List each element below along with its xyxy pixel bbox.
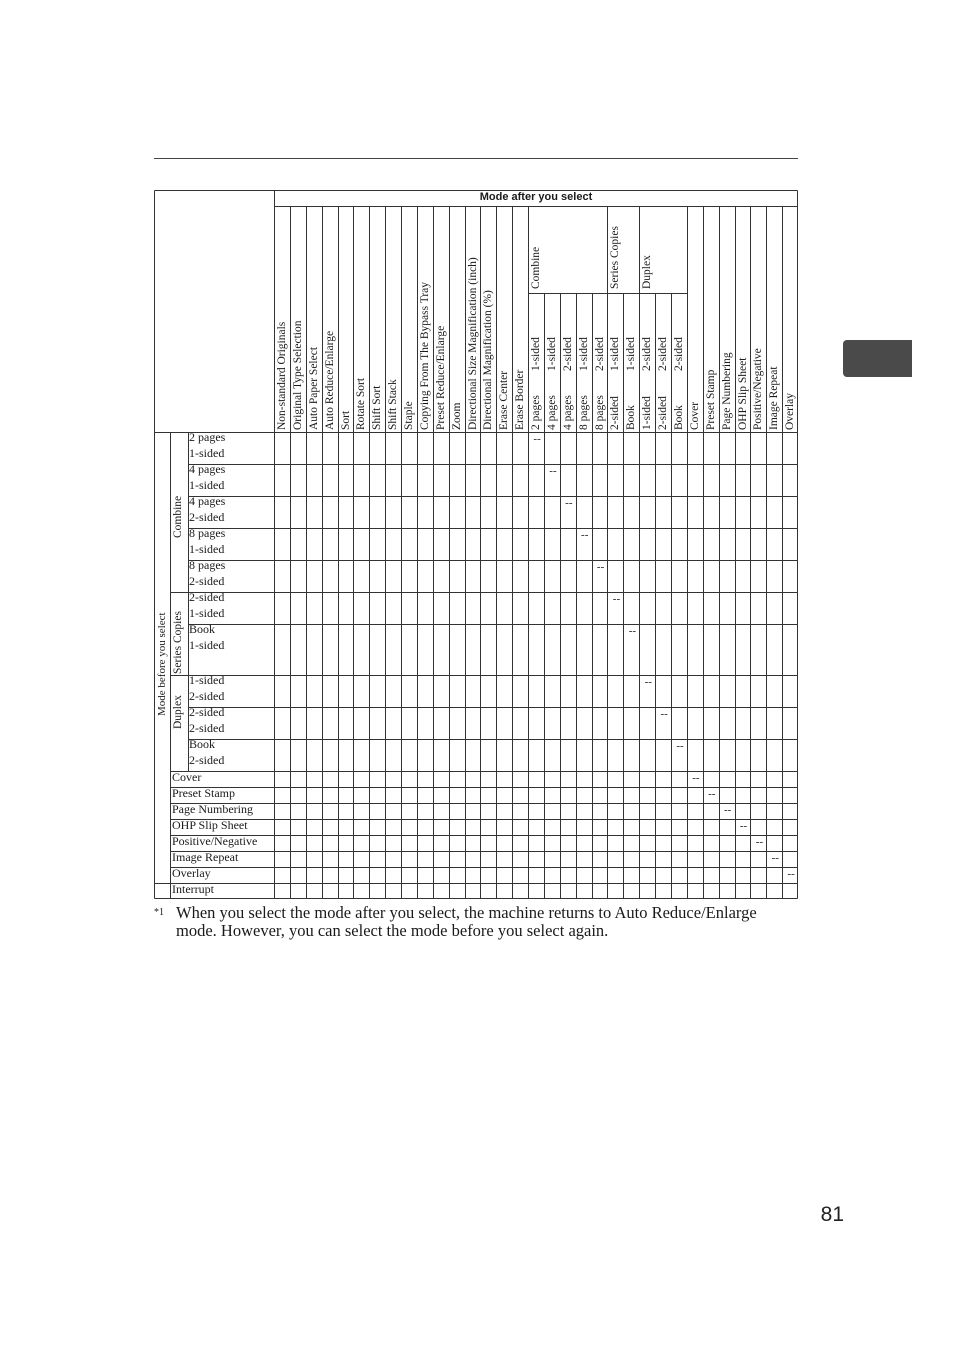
row-group-duplex: Duplex (172, 695, 184, 729)
column-header: Non-standard Originals (276, 321, 288, 430)
column-subheader-line1: 2-sided (657, 396, 670, 430)
row-group-series: Series Copies (172, 611, 184, 674)
page-number: 81 (820, 1203, 844, 1226)
column-subheader-line1: 4 pages (545, 395, 558, 430)
row-label: Cover (172, 770, 202, 784)
column-header: Original Type Selection (291, 320, 304, 430)
column-header: Shift Stack (387, 379, 400, 430)
column-header: Positive/Negative (752, 348, 765, 430)
column-header: Auto Reduce/Enlarge (323, 330, 336, 430)
column-header: Image Repeat (768, 366, 781, 430)
column-header: Preset Reduce/Enlarge (434, 325, 447, 430)
column-header: Rotate Sort (355, 377, 368, 430)
cell-mark: -- (596, 561, 605, 573)
cell-mark: -- (628, 625, 637, 637)
footnote-mark: *1 (154, 907, 164, 918)
row-label-line2: 2-sided (189, 574, 225, 588)
column-header: Preset Stamp (704, 369, 717, 430)
row-label-line2: 1-sided (189, 638, 225, 652)
table-title: Mode after you select (479, 191, 593, 203)
column-subheader-line2: 2-sided (561, 337, 574, 371)
column-header: OHP Slip Sheet (736, 357, 749, 430)
row-label: Page Numbering (172, 802, 253, 816)
row-label-line1: 8 pages (189, 526, 226, 540)
column-subheader-line2: 2-sided (657, 337, 670, 371)
row-label: Interrupt (172, 882, 214, 896)
row-label: OHP Slip Sheet (172, 818, 248, 832)
row-label-line2: 2-sided (189, 721, 225, 735)
row-label-line2: 2-sided (189, 753, 225, 767)
row-label: Preset Stamp (172, 786, 235, 800)
cell-mark: -- (612, 593, 621, 605)
cell-mark: -- (549, 465, 557, 477)
row-label-line1: Book (189, 622, 216, 636)
row-label-line1: 4 pages (189, 494, 226, 508)
row-label: Overlay (172, 866, 211, 880)
row-label-line1: 4 pages (189, 462, 226, 476)
cell-mark: -- (755, 836, 764, 848)
row-group-combine: Combine (172, 495, 184, 538)
row-label-line1: 2-sided (189, 590, 225, 604)
row-label-line1: 2 pages (189, 430, 226, 444)
column-subheader-line1: Book (673, 405, 685, 430)
cell-mark: -- (644, 676, 652, 688)
column-header: Page Numbering (720, 352, 733, 430)
column-subheader-line2: 2-sided (593, 337, 606, 371)
column-header: Sort (339, 410, 352, 430)
column-subheader-line2: 2-sided (673, 337, 685, 371)
row-label-line2: 2-sided (189, 510, 225, 524)
cell-mark: -- (533, 433, 541, 445)
column-group-series: Series Copies (609, 226, 622, 289)
column-subheader-line2: 1-sided (530, 337, 543, 371)
column-subheader-line1: Book (625, 405, 638, 430)
column-header: Erase Center (498, 370, 511, 430)
column-header: Zoom (450, 402, 463, 430)
column-subheader-line2: 1-sided (609, 337, 622, 371)
row-axis-label: Mode before you select (156, 612, 168, 716)
column-subheader-line2: 2-sided (641, 337, 654, 371)
mode-combination-table (154, 190, 798, 899)
row-label-line1: 1-sided (189, 673, 225, 687)
row-label-line2: 1-sided (189, 446, 225, 460)
cell-mark: -- (787, 868, 795, 880)
row-label-line2: 2-sided (189, 689, 225, 703)
column-subheader-line2: 1-sided (545, 337, 558, 371)
row-label-line2: 1-sided (189, 542, 225, 556)
cell-mark: -- (723, 804, 732, 816)
column-subheader-line2: 1-sided (577, 337, 590, 371)
cell-mark: -- (739, 820, 748, 832)
cell-mark: -- (581, 529, 589, 541)
column-header: Directional Magnification (%) (482, 290, 495, 430)
column-subheader-line1: 4 pages (561, 395, 574, 430)
row-label-line2: 1-sided (189, 478, 225, 492)
row-label: Image Repeat (172, 850, 239, 864)
column-header: Overlay (784, 392, 797, 430)
cell-mark: -- (660, 708, 668, 720)
column-header: Directional Size Magnification (inch) (466, 257, 479, 430)
cell-mark: -- (676, 740, 684, 752)
column-group-combine: Combine (530, 246, 543, 289)
column-subheader-line1: 1-sided (641, 396, 654, 430)
row-label: Positive/Negative (172, 834, 258, 848)
chapter-tab (843, 340, 912, 377)
row-label-line1: 2-sided (189, 705, 225, 719)
column-subheader-line1: 8 pages (593, 395, 606, 430)
column-header: Shift Sort (371, 385, 384, 430)
column-header: Erase Border (514, 369, 527, 430)
header-rule (154, 158, 798, 159)
cell-mark: -- (565, 497, 573, 509)
column-subheader-line1: 8 pages (577, 395, 590, 430)
column-subheader-line2: 1-sided (625, 337, 638, 371)
cell-mark: -- (708, 788, 716, 800)
row-label-line2: 1-sided (189, 606, 225, 620)
column-header: Copying From The Bypass Tray (418, 281, 431, 430)
row-label-line1: Book (189, 737, 216, 751)
column-subheader-line1: 2-sided (609, 396, 622, 430)
column-header: Staple (403, 401, 416, 430)
column-header: Cover (688, 401, 701, 430)
footnote-text: When you select the mode after you select, the machine returns to Auto Reduce/Enlarge mode. However, you can select the mode before you select again. (176, 903, 757, 940)
column-header: Auto Paper Select (307, 346, 320, 430)
row-label-line1: 8 pages (189, 558, 226, 572)
column-subheader-line1: 2 pages (530, 395, 543, 430)
cell-mark: -- (771, 852, 779, 864)
cell-mark: -- (692, 772, 700, 784)
column-group-duplex: Duplex (641, 255, 654, 289)
